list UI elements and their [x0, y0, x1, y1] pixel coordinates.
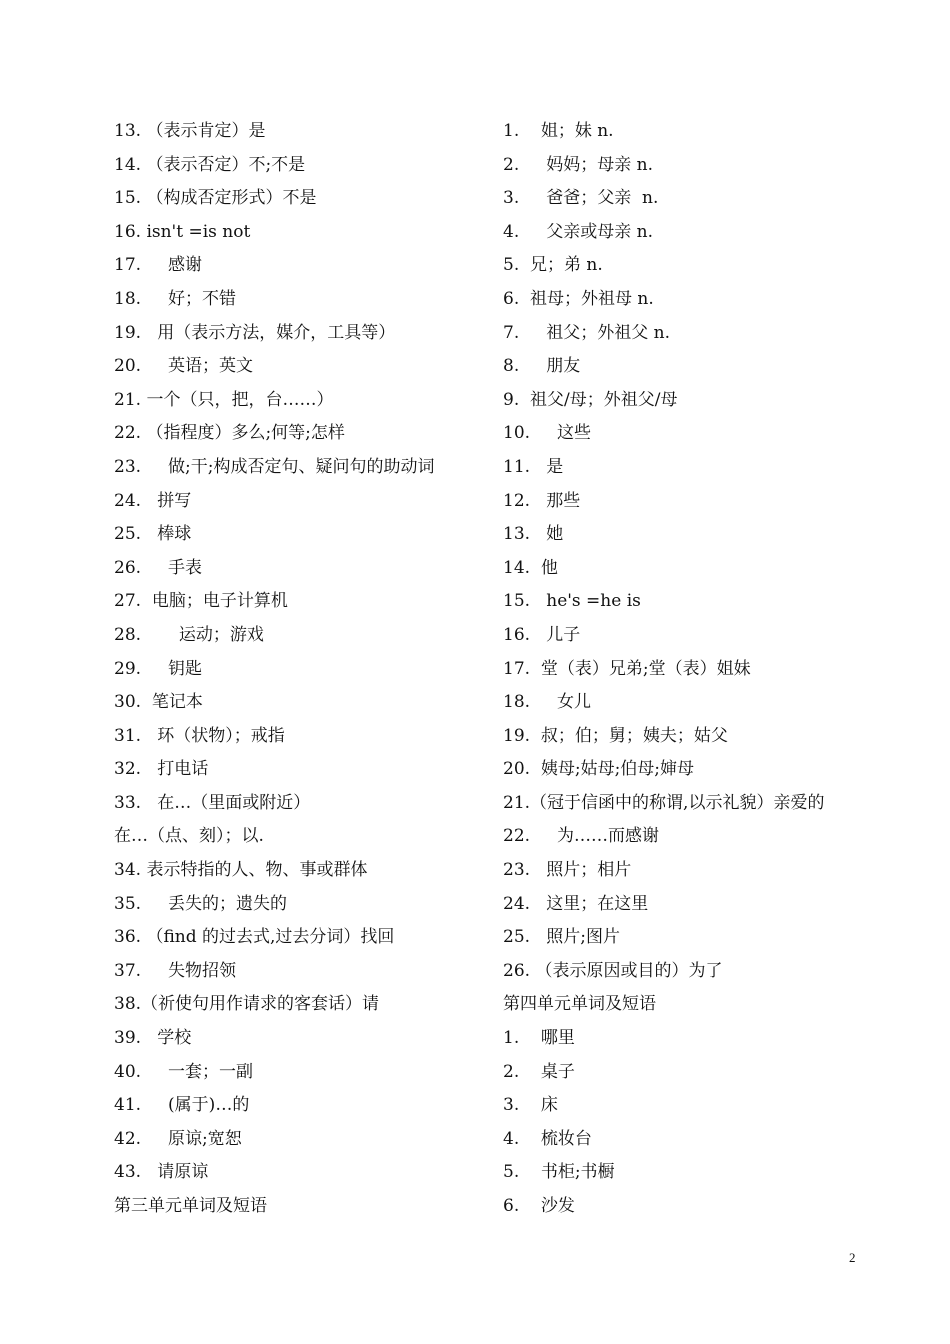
- vocab-line: 22. （指程度）多么;何等;怎样: [114, 423, 345, 444]
- vocab-line: 36. （find 的过去式,过去分词）找回: [114, 927, 395, 948]
- vocab-line: 41. (属于)…的: [114, 1095, 250, 1116]
- vocab-line: 第四单元单词及短语: [503, 994, 656, 1015]
- vocab-line: 43. 请原谅: [114, 1162, 209, 1183]
- vocab-line: 21. 一个（只，把，台……）: [114, 389, 334, 410]
- vocab-line: 39. 学校: [114, 1028, 192, 1049]
- vocab-line: 32. 打电话: [114, 759, 209, 780]
- vocab-line: 26. （表示原因或目的）为了: [503, 960, 723, 981]
- vocab-line: 19. 用（表示方法，媒介，工具等）: [114, 322, 396, 343]
- vocab-line: 11. 是: [503, 456, 564, 477]
- left-column: [114, 115, 494, 1224]
- vocab-line: 27. 电脑；电子计算机: [114, 591, 288, 612]
- vocab-line: 40. 一套；一副: [114, 1061, 254, 1082]
- vocab-line: 22. 为……而感谢: [503, 826, 660, 847]
- vocab-line: 17. 感谢: [114, 255, 203, 276]
- vocab-line: 1. 哪里: [503, 1028, 575, 1049]
- vocab-line: 6. 沙发: [503, 1196, 575, 1216]
- vocab-line: 25. 照片;图片: [503, 927, 620, 948]
- vocab-line: 4. 父亲或母亲 n.: [503, 221, 653, 242]
- vocab-line: 37. 失物招领: [114, 960, 237, 981]
- vocab-line: 6. 祖母；外祖母 n.: [503, 288, 654, 309]
- vocab-line: 30. 笔记本: [114, 692, 203, 713]
- right-column: [503, 115, 903, 1224]
- vocab-line: 2. 桌子: [503, 1061, 575, 1082]
- vocab-line: 17. 堂（表）兄弟;堂（表）姐妹: [503, 658, 751, 679]
- vocab-line: 24. 这里；在这里: [503, 893, 649, 914]
- vocab-line: 13. （表示肯定）是: [114, 121, 266, 141]
- page-number: 2: [849, 1250, 856, 1265]
- vocab-line: 4. 梳妆台: [503, 1128, 592, 1149]
- vocab-line: 31. 环（状物）；戒指: [114, 725, 285, 746]
- vocab-line: 在…（点、刻）；以.: [114, 826, 264, 847]
- vocab-line: 23. 做;干;构成否定句、疑问句的助动词: [114, 456, 435, 477]
- vocab-line: 16. 儿子: [503, 624, 581, 645]
- vocab-line: 12. 那些: [503, 490, 581, 511]
- vocab-line: 13. 她: [503, 524, 564, 545]
- vocab-line: 20. 姨母;姑母;伯母;婶母: [503, 759, 695, 780]
- vocab-line: 3. 床: [503, 1095, 558, 1116]
- vocab-line: 38.（祈使句用作请求的客套话）请: [114, 994, 380, 1015]
- vocab-line: 14. （表示否定）不;不是: [114, 154, 306, 175]
- vocab-line: 7. 祖父；外祖父 n.: [503, 322, 670, 343]
- vocab-line: 34. 表示特指的人、物、事或群体: [114, 860, 368, 881]
- vocab-line: 18. 好；不错: [114, 288, 237, 309]
- vocab-line: 18. 女儿: [503, 692, 592, 713]
- vocab-line: 第三单元单词及短语: [114, 1196, 267, 1216]
- vocab-line: 15. he's =he is: [503, 591, 641, 612]
- vocab-line: 8. 朋友: [503, 356, 581, 377]
- vocab-line: 20. 英语；英文: [114, 356, 254, 377]
- vocab-line: 15. （构成否定形式）不是: [114, 188, 317, 209]
- vocab-line: 9. 祖父/母；外祖父/母: [503, 389, 678, 410]
- vocab-line: 42. 原谅;宽恕: [114, 1128, 242, 1149]
- vocab-line: 23. 照片；相片: [503, 860, 632, 881]
- vocab-line: 19. 叔；伯；舅；姨夫；姑父: [503, 725, 728, 746]
- vocab-line: 29. 钥匙: [114, 658, 203, 679]
- vocab-line: 26. 手表: [114, 557, 203, 578]
- vocab-line: 35. 丢失的；遗失的: [114, 893, 288, 914]
- vocab-line: 28. 运动；游戏: [114, 624, 264, 645]
- vocab-line: 2. 妈妈；母亲 n.: [503, 154, 653, 175]
- vocab-line: 10. 这些: [503, 423, 592, 444]
- vocab-line: 5. 书柜;书橱: [503, 1162, 615, 1183]
- vocab-line: 16. isn't =is not: [114, 221, 251, 242]
- vocab-line: 5. 兄；弟 n.: [503, 255, 603, 276]
- vocab-line: 21.（冠于信函中的称谓,以示礼貌）亲爱的: [503, 792, 825, 813]
- vocab-line: 14. 他: [503, 557, 558, 578]
- vocab-line: 25. 棒球: [114, 524, 192, 545]
- vocab-line: 24. 拼写: [114, 490, 192, 511]
- vocab-line: 3. 爸爸；父亲 n.: [503, 188, 659, 209]
- vocab-line: 33. 在…（里面或附近）: [114, 792, 311, 813]
- vocab-line: 1. 姐；妹 n.: [503, 121, 614, 141]
